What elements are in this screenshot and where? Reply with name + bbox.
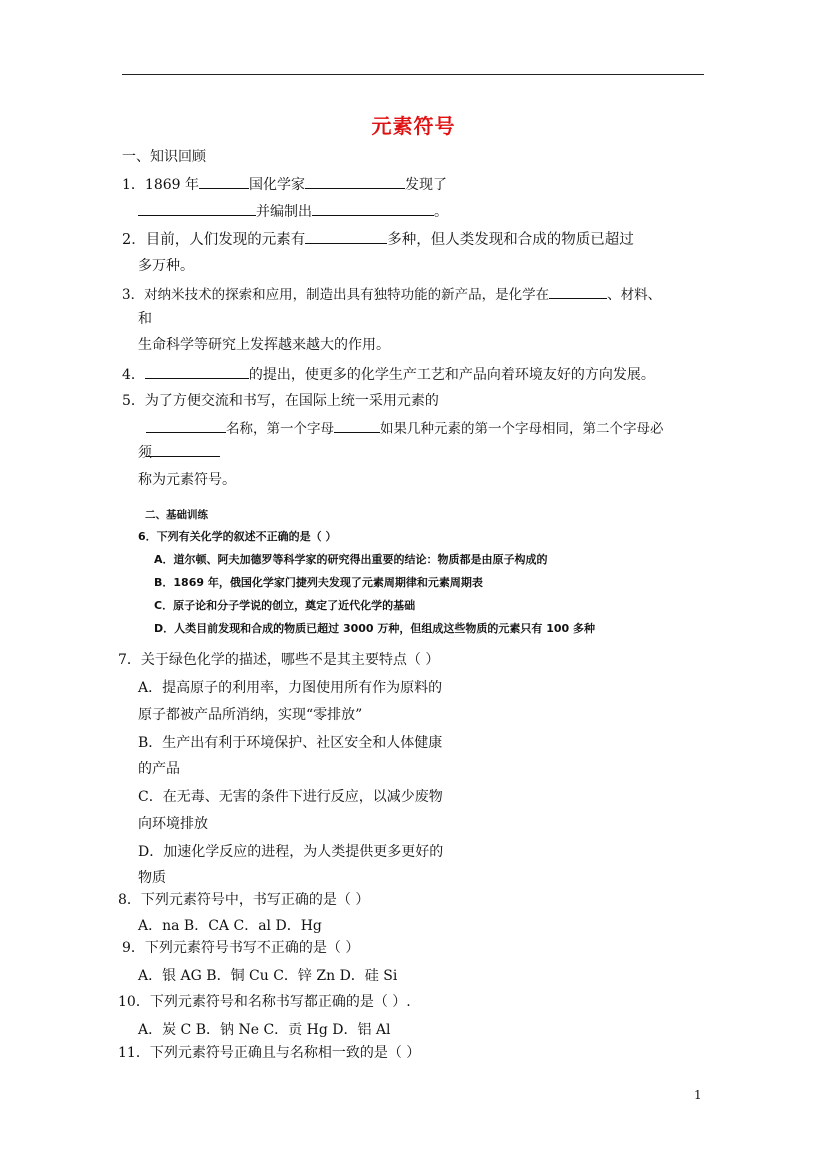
q1-text-a: 1．1869 年 bbox=[122, 177, 199, 193]
q5-text-d: 须 bbox=[138, 445, 152, 461]
q1-blank-2[interactable] bbox=[305, 174, 405, 189]
question-7-option-d-line-2: 物质 bbox=[138, 870, 166, 886]
question-7-option-c-line-2: 向环境排放 bbox=[138, 816, 208, 832]
section-heading-review: 一、知识回顾 bbox=[122, 149, 206, 165]
q2-blank-1[interactable] bbox=[305, 229, 387, 244]
question-4 bbox=[122, 364, 655, 385]
q5-text-b: 名称，第一个字母 bbox=[226, 421, 334, 437]
q1-text-d: 并编制出 bbox=[256, 204, 312, 220]
question-7-stem: 7．关于绿色化学的描述，哪些不是其主要特点（ ） bbox=[118, 652, 440, 668]
q1-text-b: 国化学家 bbox=[249, 177, 305, 193]
page-number: 1 bbox=[694, 1088, 702, 1102]
question-7-option-a-line-1: A．提高原子的利用率，力图使用所有作为原料的 bbox=[138, 680, 443, 696]
question-5-line-2 bbox=[146, 418, 664, 439]
question-8-stem: 8．下列元素符号中，书写正确的是（ ） bbox=[118, 892, 370, 908]
question-3-line-2: 和 bbox=[138, 311, 152, 327]
question-10-options: A．炭 C B．钠 Ne C．贡 Hg D．铝 Al bbox=[138, 1022, 391, 1038]
question-10-stem: 10．下列元素符号和名称书写都正确的是（ ）. bbox=[118, 994, 411, 1010]
question-6-stem: 6．下列有关化学的叙述不正确的是（ ） bbox=[138, 530, 337, 543]
section-heading-basic: 二、基础训练 bbox=[145, 509, 208, 521]
question-7-option-a-line-2: 原子都被产品所消纳，实现“零排放” bbox=[138, 707, 363, 723]
q3-text-a: 3．对纳米技术的探索和应用，制造出具有独特功能的新产品，是化学在 bbox=[122, 287, 550, 303]
question-3-line-1 bbox=[122, 284, 661, 305]
q4-blank-1[interactable] bbox=[145, 364, 249, 379]
q5-blank-1[interactable] bbox=[146, 418, 226, 433]
question-6-option-a: A．道尔顿、阿夫加德罗等科学家的研究得出重要的结论：物质都是由原子构成的 bbox=[154, 553, 548, 566]
question-9-options: A．银 AG B．铜 Cu C．锌 Zn D．硅 Si bbox=[138, 968, 398, 984]
question-6-option-b: B．1869 年，俄国化学家门捷列夫发现了元素周期律和元素周期表 bbox=[154, 576, 483, 589]
question-7-option-b-line-2: 的产品 bbox=[138, 761, 180, 777]
question-8-options: A．na B．CA C．al D．Hg bbox=[138, 918, 322, 934]
q1-text-e: 。 bbox=[434, 204, 448, 220]
question-5-line-4: 称为元素符号。 bbox=[138, 472, 236, 488]
q2-text-b: 多种，但人类发现和合成的物质已超过 bbox=[387, 232, 634, 248]
q3-blank-1[interactable] bbox=[549, 284, 607, 299]
question-7-option-d-line-1: D．加速化学反应的进程，为人类提供更多更好的 bbox=[138, 844, 444, 860]
q4-text-a: 4． bbox=[122, 367, 145, 383]
question-1-line-1 bbox=[122, 174, 447, 195]
q5-blank-2[interactable] bbox=[334, 418, 380, 433]
question-3-line-3: 生命科学等研究上发挥越来越大的作用。 bbox=[138, 337, 390, 353]
q4-text-b: 的提出，使更多的化学生产工艺和产品向着环境友好的方向发展。 bbox=[248, 367, 655, 383]
q1-blank-4[interactable] bbox=[312, 201, 434, 216]
question-11-stem: 11．下列元素符号正确且与名称相一致的是（ ） bbox=[118, 1045, 421, 1061]
q1-blank-3[interactable] bbox=[138, 201, 256, 216]
question-2-line-1 bbox=[122, 229, 634, 250]
q5-text-c: 如果几种元素的第一个字母相同，第二个字母必 bbox=[380, 421, 664, 437]
question-5-line-1: 5．为了方便交流和书写，在国际上统一采用元素的 bbox=[122, 393, 439, 409]
question-7-option-b-line-1: B．生产出有利于环境保护、社区安全和人体健康 bbox=[138, 735, 443, 751]
question-6-option-d: D．人类目前发现和合成的物质已超过 3000 万种，但组成这些物质的元素只有 100 多种 bbox=[154, 622, 596, 635]
question-9-stem: 9．下列元素符号书写不正确的是（ ） bbox=[122, 940, 360, 956]
q3-text-b: 、材料、 bbox=[607, 287, 662, 303]
q1-blank-1[interactable] bbox=[199, 174, 249, 189]
page-title: 元素符号 bbox=[371, 114, 456, 138]
question-2-line-2: 多万种。 bbox=[138, 258, 194, 274]
q2-text-a: 2．目前，人们发现的元素有 bbox=[122, 232, 306, 248]
question-1-line-2 bbox=[138, 201, 448, 222]
header-rule bbox=[122, 74, 704, 75]
q5-blank-3[interactable] bbox=[146, 442, 220, 457]
q1-text-c: 发现了 bbox=[405, 177, 447, 193]
question-6-option-c: C．原子论和分子学说的创立，奠定了近代化学的基础 bbox=[154, 599, 416, 612]
question-7-option-c-line-1: C．在无毒、无害的条件下进行反应，以减少废物 bbox=[138, 789, 443, 805]
